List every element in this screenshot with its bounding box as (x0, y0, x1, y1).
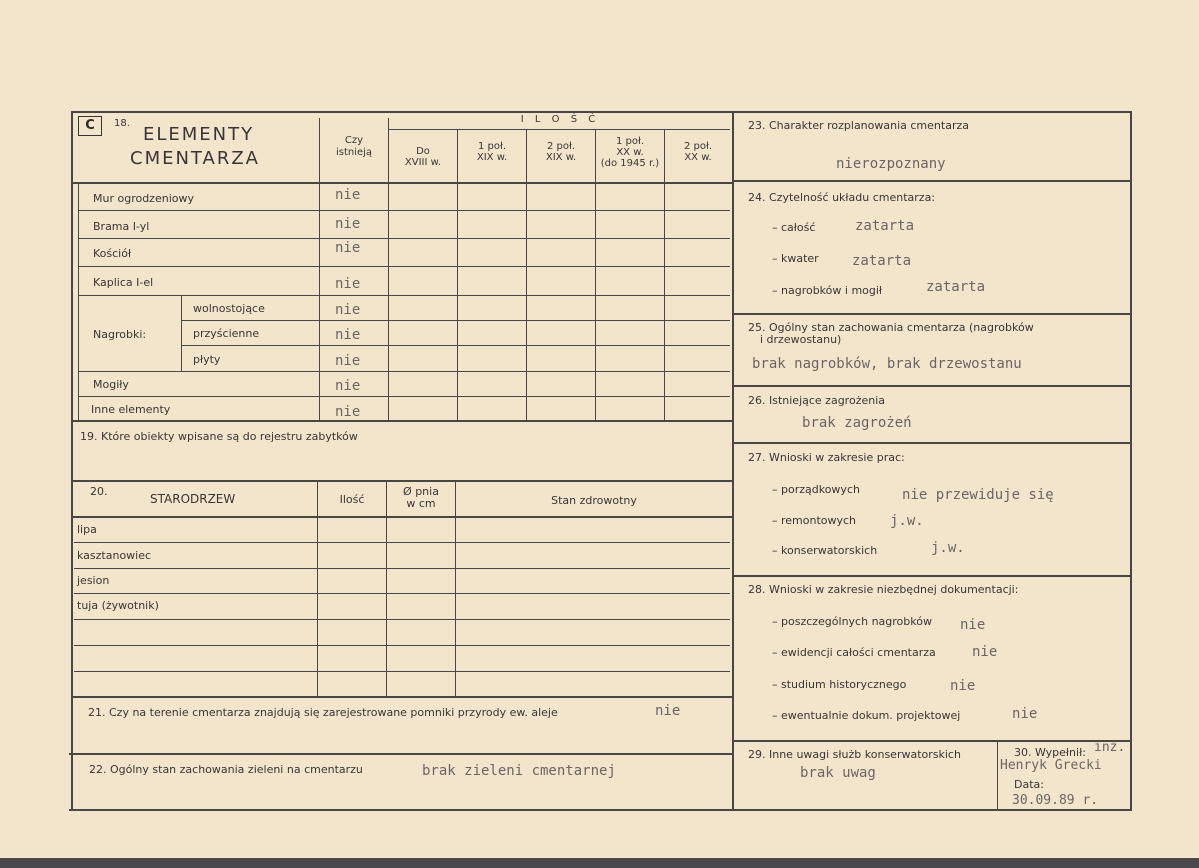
section-24-top-line (734, 180, 1132, 182)
tree-row-jesion: jesion (77, 574, 110, 587)
section-21-label: 21. Czy na terenie cmentarza znajdują się zarejestrowane pomniki przyrody ew. aleje (88, 706, 558, 719)
row-line (181, 345, 730, 346)
section-25-label-1: 25. Ogólny stan zachowania cmentarza (nagrobków (748, 321, 1034, 334)
section-20-number: 20. (90, 485, 108, 498)
section-28-item-1-label: – poszczególnych nagrobków (772, 615, 932, 628)
section-24-item-2-value: zatarta (852, 253, 912, 269)
tree-row-line (74, 671, 730, 672)
row-line (78, 295, 730, 296)
col-line-2 (457, 130, 458, 420)
frame-middle (732, 111, 734, 811)
section-19-top-line (71, 420, 732, 422)
row-value-inne: nie (335, 404, 361, 420)
header-bottom-line (71, 182, 732, 184)
col-line-exists (319, 118, 320, 420)
section-24-item-1-value: zatarta (855, 218, 915, 234)
section-26-label: 26. Istniejące zagrożenia (748, 394, 886, 407)
row-label-kosciol: Kościół (93, 247, 132, 260)
section-27-item-2-label: – remontowych (772, 514, 857, 527)
row-value-brama: nie (335, 216, 361, 232)
section-22-label: 22. Ogólny stan zachowania zieleni na cmentarzu (89, 763, 363, 776)
row-value-kosciol: nie (335, 240, 361, 256)
col-line-4 (595, 130, 596, 420)
col-line-1 (388, 118, 389, 420)
header-exists: Czy istnieją (335, 135, 373, 158)
row-line (78, 266, 730, 267)
tree-row-line (74, 542, 730, 543)
row-value-mogily: nie (335, 378, 361, 394)
section-19-label: 19. Które obiekty wpisane są do rejestru zabytków (80, 430, 358, 443)
section-29-top-line (734, 740, 1132, 742)
section-22-top-line (69, 753, 732, 755)
row-label-wolnostojace: wolnostojące (193, 302, 265, 315)
tree-col-line (455, 482, 456, 696)
section-18-title-2: CMENTARZA (130, 148, 260, 169)
header-period-1: Do XVIII w. (404, 146, 442, 168)
row-label-mur: Mur ogrodzeniowy (93, 192, 194, 205)
tree-header-line (71, 516, 732, 518)
row-label-kaplica: Kaplica I-el (93, 276, 154, 289)
section-29-30-divider (997, 740, 998, 810)
scan-bottom-edge (0, 858, 1199, 868)
tree-col-line (317, 482, 318, 696)
col-line-3 (526, 130, 527, 420)
section-28-item-2-value: nie (972, 644, 998, 660)
section-26-top-line (734, 385, 1132, 387)
header-period-5: 2 poł. XX w. (683, 141, 713, 163)
tree-row-line (74, 645, 730, 646)
section-28-item-3-value: nie (950, 678, 976, 694)
section-28-item-3-label: – studium historycznego (772, 678, 907, 691)
section-27-item-2-value: j.w. (890, 513, 924, 529)
section-24-item-2-label: – kwater (772, 252, 819, 265)
row-value-kaplica: nie (335, 276, 361, 292)
section-28-item-4-label: – ewentualnie dokum. projektowej (772, 709, 961, 722)
ilosc-underline (388, 129, 730, 130)
section-27-item-1-label: – porządkowych (772, 483, 860, 496)
row-label-inne: Inne elementy (91, 403, 171, 416)
section-22-value: brak zieleni cmentarnej (422, 763, 616, 779)
section-20-col-pnia: Ø pnia w cm (403, 485, 439, 510)
tree-col-line (386, 482, 387, 696)
section-30-date-value: 30.09.89 r. (1012, 793, 1099, 808)
section-28-top-line (734, 575, 1132, 577)
section-25-value: brak nagrobków, brak drzewostanu (752, 356, 1022, 372)
section-26-value: brak zagrożeń (802, 415, 912, 431)
section-29-label: 29. Inne uwagi służb konserwatorskich (748, 748, 961, 761)
tree-row-tuja: tuja (żywotnik) (77, 599, 159, 612)
row-label-plyty: płyty (193, 353, 221, 366)
col-line-5 (664, 130, 665, 420)
section-18-title-1: ELEMENTY (143, 124, 255, 145)
header-ilosc: I L O Ś Ć (520, 114, 600, 125)
section-23-label: 23. Charakter rozplanowania cmentarza (748, 119, 969, 132)
section-20-col-ilosc: Ilość (339, 493, 365, 506)
section-27-item-3-value: j.w. (931, 540, 965, 556)
card-code: C (78, 116, 102, 136)
frame-bottom (69, 809, 1132, 811)
tree-row-line (74, 619, 730, 620)
section-21-value: nie (655, 703, 681, 719)
row-label-przyscienne: przyścienne (193, 327, 260, 340)
section-23-value: nierozpoznany (836, 156, 946, 172)
col-line-nagrobki (181, 296, 182, 371)
row-line (181, 320, 730, 321)
section-28-item-1-value: nie (960, 617, 986, 633)
section-27-item-3-label: – konserwatorskich (772, 544, 878, 557)
section-21-top-line (71, 696, 732, 698)
section-27-label: 27. Wnioski w zakresie prac: (748, 451, 905, 464)
tree-row-kasztanowiec: kasztanowiec (77, 549, 152, 562)
section-27-top-line (734, 442, 1132, 444)
row-line (78, 238, 730, 239)
col-line-first (78, 183, 79, 420)
row-line (78, 396, 730, 397)
row-line (78, 210, 730, 211)
tree-row-lipa: lipa (77, 523, 97, 536)
section-30-date-label: Data: (1014, 778, 1044, 791)
section-28-item-2-label: – ewidencji całości cmentarza (772, 646, 936, 659)
section-20-top-line (71, 480, 732, 482)
row-value-wolnostojace: nie (335, 302, 361, 318)
tree-row-line (74, 593, 730, 594)
tree-row-line (74, 568, 730, 569)
section-24-item-3-label: – nagrobków i mogił (772, 284, 883, 297)
row-value-plyty: nie (335, 353, 361, 369)
section-24-item-3-value: zatarta (926, 279, 986, 295)
row-value-mur: nie (335, 187, 361, 203)
row-value-przyscienne: nie (335, 327, 361, 343)
header-period-4: 1 poł. XX w. (do 1945 r.) (600, 136, 660, 169)
frame-right (1130, 111, 1132, 811)
section-20-col-stan: Stan zdrowotny (551, 494, 637, 507)
section-30-name: Henryk Grecki (1000, 758, 1102, 773)
row-label-nagrobki: Nagrobki: (93, 328, 147, 341)
section-27-item-1-value: nie przewiduje się (902, 487, 1054, 503)
section-20-title: STARODRZEW (150, 492, 236, 506)
section-24-label: 24. Czytelność układu cmentarza: (748, 191, 936, 204)
section-25-label-2: i drzewostanu) (760, 333, 842, 346)
section-28-item-4-value: nie (1012, 706, 1038, 722)
section-24-item-1-label: – całość (772, 221, 816, 234)
section-29-value: brak uwag (800, 765, 876, 781)
section-28-label: 28. Wnioski w zakresie niezbędnej dokumentacji: (748, 583, 1019, 596)
row-label-mogily: Mogiły (93, 378, 129, 391)
header-period-3: 2 poł. XIX w. (545, 141, 577, 163)
frame-left (71, 111, 73, 811)
row-label-brama: Brama I-yl (93, 220, 150, 233)
section-18-number: 18. (114, 118, 130, 129)
header-period-2: 1 poł. XIX w. (476, 141, 508, 163)
row-line (78, 371, 730, 372)
section-30-title: inż. (1094, 740, 1126, 755)
section-30-label: 30. Wypełnił: (1014, 746, 1086, 759)
section-25-top-line (734, 313, 1132, 315)
